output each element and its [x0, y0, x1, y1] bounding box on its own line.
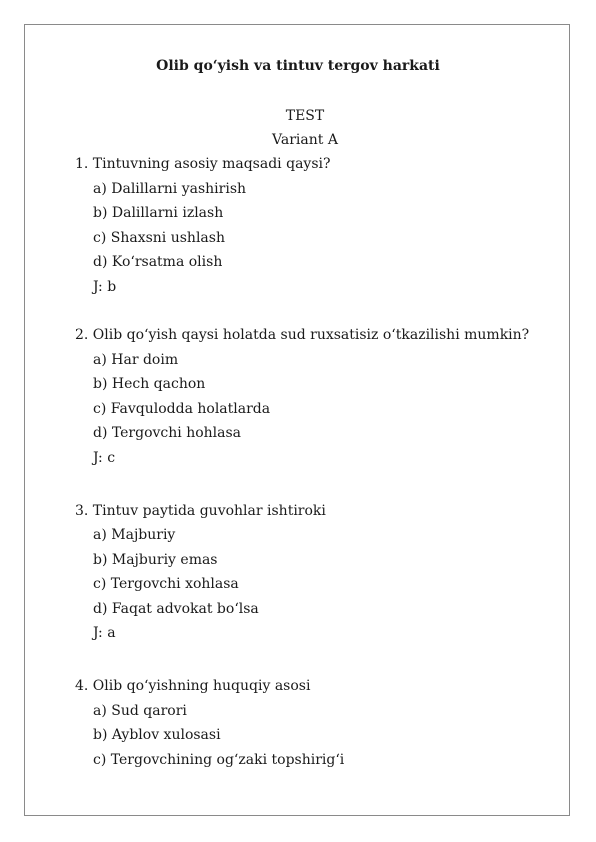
question-3: 3. Tintuv paytida guvohlar ishtiroki	[75, 503, 326, 519]
question-1-option-c: c) Shaxsni ushlash	[93, 230, 225, 246]
question-2-option-a: a) Har doim	[93, 352, 179, 368]
question-2-option-c: c) Favqulodda holatlarda	[93, 401, 271, 417]
question-3-option-a: a) Majburiy	[93, 527, 176, 543]
question-1-option-a: a) Dalillarni yashirish	[93, 181, 247, 197]
variant-label: Variant A	[272, 132, 338, 148]
question-2-option-b: b) Hech qachon	[93, 376, 206, 392]
test-label: TEST	[285, 108, 325, 124]
question-2-option-d: d) Tergovchi hohlasa	[93, 425, 242, 441]
question-3-option-d: d) Faqat advokat bo‘lsa	[93, 601, 259, 617]
question-3-option-b: b) Majburiy emas	[93, 552, 218, 568]
question-4-option-b: b) Ayblov xulosasi	[93, 727, 221, 743]
question-4: 4. Olib qo‘yishning huquqiy asosi	[75, 678, 311, 694]
question-3-option-c: c) Tergovchi xohlasa	[93, 576, 239, 592]
question-2-answer: J: c	[93, 450, 116, 466]
question-1-answer: J: b	[93, 279, 117, 295]
question-1: 1. Tintuvning asosiy maqsadi qaysi?	[75, 156, 331, 172]
question-4-option-a: a) Sud qarori	[93, 703, 187, 719]
document-title: Olib qo‘yish va tintuv tergov harkati	[156, 58, 440, 74]
question-1-option-d: d) Ko‘rsatma olish	[93, 254, 223, 270]
question-2: 2. Olib qo‘yish qaysi holatda sud ruxsatisiz o‘tkazilishi mumkin?	[75, 327, 530, 343]
question-1-option-b: b) Dalillarni izlash	[93, 205, 224, 221]
question-4-option-c: c) Tergovchining og‘zaki topshirig‘i	[93, 752, 345, 768]
question-3-answer: J: a	[93, 625, 116, 641]
